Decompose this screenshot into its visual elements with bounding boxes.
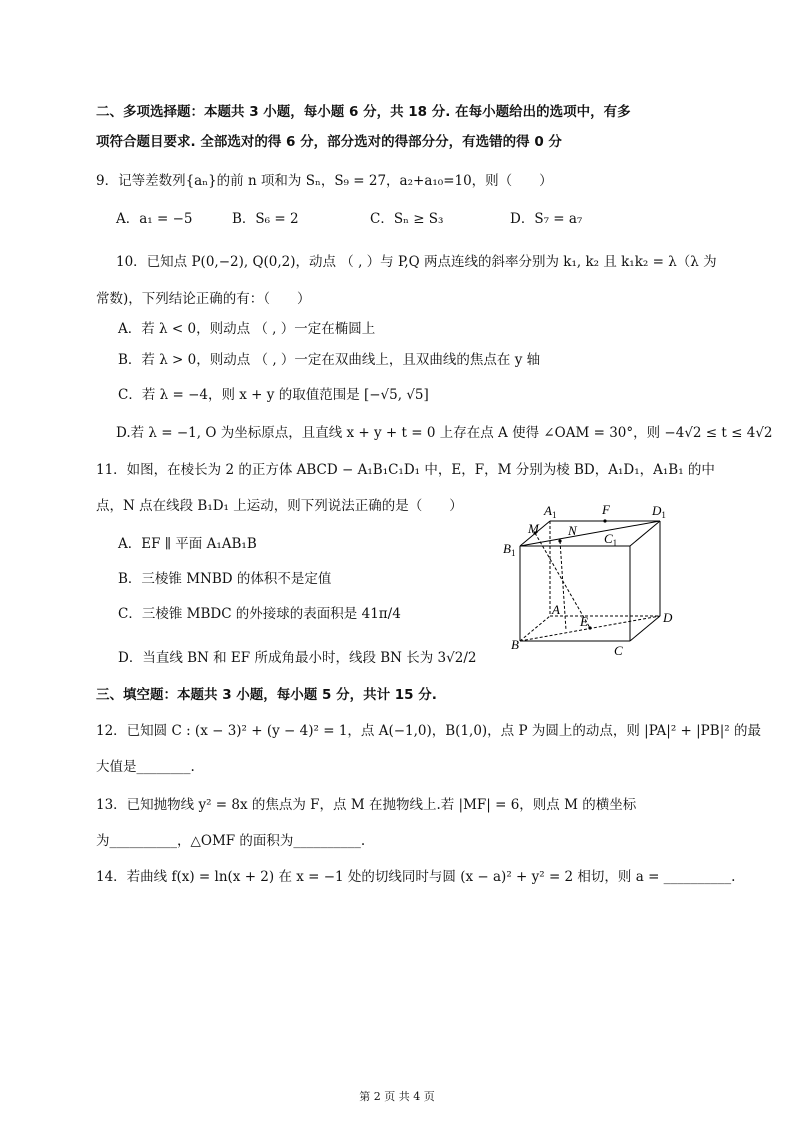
label-A1: $A_1$ bbox=[544, 503, 557, 520]
q10-option-a: A．若 λ < 0，则动点 （ , ）一定在椭圆上 bbox=[118, 321, 376, 337]
q9-option-b: B．S₆ = 2 bbox=[232, 211, 299, 227]
label-D: D bbox=[663, 610, 673, 625]
q11-stem-line2: 点，N 点在线段 B₁D₁ 上运动，则下列说法正确的是（ ） bbox=[96, 498, 463, 514]
edge-BA-hidden bbox=[520, 616, 550, 641]
page-footer: 第 2 页 共 4 页 bbox=[359, 1090, 435, 1103]
label-M: M bbox=[528, 521, 539, 536]
q11-option-b: B．三棱锥 MNBD 的体积不是定值 bbox=[118, 571, 332, 587]
q10-stem-line1: 10．已知点 P(0,−2), Q(0,2)，动点 （ , ）与 P,Q 两点连线的斜率分别为 k₁, k₂ 且 k₁k₂ = λ（λ 为 bbox=[116, 254, 717, 270]
q11-option-c: C．三棱锥 MBDC 的外接球的表面积是 41π/4 bbox=[118, 606, 401, 622]
q12-line1: 12．已知圆 C : (x − 3)² + (y − 4)² = 1，点 A(−1,0)，B(1,0)，点 P 为圆上的动点，则 |PA|² + |PB|² 的最 bbox=[96, 723, 761, 739]
section2-heading-line2: 项符合题目要求. 全部选对的得 6 分，部分选对的得部分分，有选错的得 0 分 bbox=[96, 134, 562, 150]
q13-line2: 为__________，△OMF 的面积为__________. bbox=[96, 833, 366, 849]
label-C: C bbox=[614, 643, 623, 658]
label-E: E bbox=[580, 614, 588, 629]
q11-stem-line1: 11．如图，在棱长为 2 的正方体 ABCD − A₁B₁C₁D₁ 中，E，F，M 分别为棱 BD，A₁D₁，A₁B₁ 的中 bbox=[96, 462, 715, 478]
edge-D1C1 bbox=[630, 521, 660, 546]
label-D1: $D_1$ bbox=[652, 503, 666, 520]
q14-line1: 14．若曲线 f(x) = ln(x + 2) 在 x = −1 处的切线同时与圆 (x − a)² + y² = 2 相切，则 a = __________. bbox=[96, 869, 736, 885]
label-C1: $C_1$ bbox=[604, 531, 618, 548]
label-A: A bbox=[552, 602, 560, 617]
q12-line2: 大值是________. bbox=[96, 759, 195, 775]
point-F bbox=[603, 519, 606, 522]
label-F: F bbox=[602, 502, 610, 517]
q9-option-c: C．Sₙ ≥ S₃ bbox=[370, 211, 444, 227]
q11-option-d: D．当直线 BN 和 EF 所成角最小时，线段 BN 长为 3√2/2 bbox=[118, 650, 477, 666]
point-N bbox=[558, 539, 561, 542]
section2-heading-line1: 二、多项选择题：本题共 3 小题，每小题 6 分，共 18 分. 在每小题给出的选项中，有多 bbox=[96, 104, 631, 120]
diag-B1D1 bbox=[520, 521, 660, 546]
q11-option-a: A．EF ∥ 平面 A₁AB₁B bbox=[118, 536, 257, 552]
point-E bbox=[588, 626, 591, 629]
cube-figure bbox=[500, 496, 690, 666]
label-N: N bbox=[568, 523, 577, 538]
q10-option-b: B．若 λ > 0，则动点 （ , ）一定在双曲线上，且双曲线的焦点在 y 轴 bbox=[118, 352, 541, 368]
q10-stem-line2: 常数)，下列结论正确的有：（ ） bbox=[96, 291, 311, 307]
q9-option-d: D．S₇ = a₇ bbox=[510, 211, 583, 227]
section3-heading: 三、填空题：本题共 3 小题，每小题 5 分，共计 15 分. bbox=[96, 687, 437, 703]
edge-CD bbox=[630, 616, 660, 641]
q9-option-a: A．a₁ = −5 bbox=[116, 211, 193, 227]
q9-stem: 9．记等差数列{aₙ}的前 n 项和为 Sₙ，S₉ = 27，a₂+a₁₀=10，则（ ） bbox=[96, 173, 553, 189]
q13-line1: 13．已知抛物线 y² = 8x 的焦点为 F，点 M 在抛物线上.若 |MF| = 6，则点 M 的横坐标 bbox=[96, 797, 637, 813]
label-B: B bbox=[511, 637, 519, 652]
q10-option-c: C．若 λ = −4，则 x + y 的取值范围是 [−√5, √5] bbox=[118, 387, 429, 403]
q10-option-d: D.若 λ = −1, O 为坐标原点，且直线 x + y + t = 0 上存在点 A 使得 ∠OAM = 30°，则 −4√2 ≤ t ≤ 4√2 bbox=[116, 425, 773, 441]
label-B1: $B_1$ bbox=[503, 541, 516, 558]
